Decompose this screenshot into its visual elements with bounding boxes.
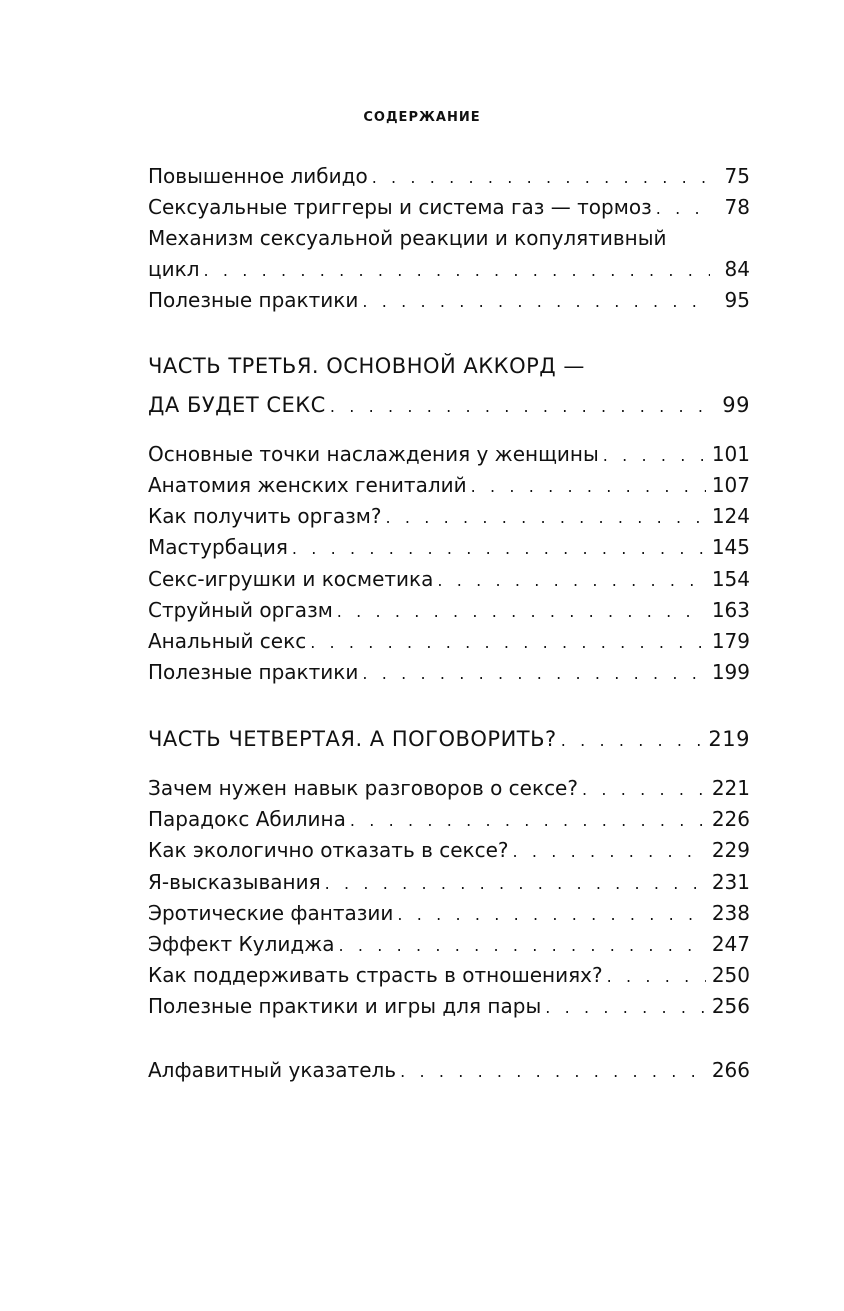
toc-entry-title: Мастурбация	[148, 535, 288, 559]
toc-entry-title: Полезные практики	[148, 288, 359, 312]
toc-entry[interactable]	[148, 532, 750, 563]
toc-entry-page: 101	[711, 442, 750, 466]
dot-leader	[561, 725, 703, 756]
toc-entry-page: 163	[711, 598, 750, 622]
toc-entry-title: Эротические фантазии	[148, 901, 394, 925]
toc-entry-page: 250	[711, 963, 750, 987]
toc-entry[interactable]	[148, 657, 750, 688]
toc-entry[interactable]	[148, 470, 750, 501]
toc-entry-page: 229	[711, 838, 750, 862]
toc-entry-page: 154	[711, 567, 750, 591]
toc-entry-title: Я-высказывания	[148, 870, 321, 894]
dot-leader	[362, 658, 705, 689]
toc-entry-title: Эффект Кулиджа	[148, 932, 335, 956]
dot-leader	[603, 440, 706, 471]
toc-entry-page: 75	[724, 164, 750, 188]
toc-entry-page: 179	[711, 629, 750, 653]
toc-entry-title: Как получить оргазм?	[148, 504, 382, 528]
dot-leader	[582, 774, 706, 805]
part-heading-title: ЧАСТЬ ТРЕТЬЯ. ОСНОВНОЙ АККОРД —	[148, 354, 585, 378]
toc-entry-title: Полезные практики и игры для пары	[148, 994, 542, 1018]
dot-leader	[471, 471, 706, 502]
toc-entry[interactable]	[148, 595, 750, 626]
part-heading-title: ЧАСТЬ ЧЕТВЕРТАЯ. А ПОГОВОРИТЬ?	[148, 727, 557, 751]
dot-leader	[372, 162, 710, 193]
toc-entry-title: Алфавитный указатель	[148, 1058, 397, 1082]
toc-entry[interactable]	[148, 285, 750, 316]
toc-entry[interactable]	[148, 929, 750, 960]
toc-entry-title: Струйный оргазм	[148, 598, 333, 622]
toc-entry-page: 226	[711, 807, 750, 831]
part-heading-page: 99	[722, 393, 750, 417]
toc-entry[interactable]	[148, 835, 750, 866]
dot-leader	[545, 992, 706, 1023]
toc-entry-first-line[interactable]	[148, 223, 750, 254]
toc-entry[interactable]	[148, 960, 750, 991]
part-heading[interactable]	[148, 390, 750, 421]
dot-leader	[338, 930, 705, 961]
toc-entry[interactable]	[148, 564, 750, 595]
toc-entry[interactable]	[148, 867, 750, 898]
toc-entry-page: 266	[711, 1058, 750, 1082]
toc-entry-title: Анальный секс	[148, 629, 307, 653]
toc-entry-title: Зачем нужен навык разговоров о сексе?	[148, 776, 578, 800]
toc-entry-page: 78	[724, 195, 750, 219]
dot-leader	[437, 565, 705, 596]
part-heading-first-line[interactable]	[148, 351, 750, 382]
toc-entry-page: 238	[711, 901, 750, 925]
dot-leader	[203, 255, 710, 286]
toc-entry-title: Основные точки наслаждения у женщины	[148, 442, 599, 466]
dot-leader	[325, 868, 706, 899]
toc-entry-page: 231	[711, 870, 750, 894]
part-heading-page: 219	[708, 727, 750, 751]
toc-entry[interactable]	[148, 192, 750, 223]
toc-entry-page: 199	[711, 660, 750, 684]
toc-entry-title: Анатомия женских гениталий	[148, 473, 467, 497]
toc-entry[interactable]	[148, 991, 750, 1022]
toc-entry-page: 247	[711, 932, 750, 956]
toc-entry[interactable]	[148, 804, 750, 835]
toc-entry-page: 221	[711, 776, 750, 800]
dot-leader	[397, 899, 705, 930]
toc-entry[interactable]	[148, 773, 750, 804]
toc-entry-title: Повышенное либидо	[148, 164, 368, 188]
part-heading[interactable]	[148, 724, 750, 755]
toc-entry-title: Как экологично отказать в сексе?	[148, 838, 509, 862]
dot-leader	[310, 627, 706, 658]
dot-leader	[656, 193, 710, 224]
toc-entry-title: Парадокс Абилина	[148, 807, 346, 831]
dot-leader	[292, 533, 706, 564]
dot-leader	[385, 502, 705, 533]
dot-leader	[330, 391, 710, 422]
toc-entry[interactable]	[148, 626, 750, 657]
toc-entry-index[interactable]	[148, 1055, 750, 1086]
toc-entry[interactable]	[148, 161, 750, 192]
page-title: СОДЕРЖАНИЕ	[363, 110, 481, 125]
dot-leader	[362, 286, 710, 317]
toc-entry[interactable]	[148, 898, 750, 929]
dot-leader	[400, 1056, 706, 1087]
toc-entry-title: Как поддерживать страсть в отношениях?	[148, 963, 603, 987]
toc-entry-page: 95	[724, 288, 750, 312]
toc-entry-title: Механизм сексуальной реакции и копулятивный	[148, 226, 667, 250]
toc-entry-title: цикл	[148, 257, 200, 281]
dot-leader	[513, 836, 706, 867]
dot-leader	[337, 596, 706, 627]
toc-entry[interactable]	[148, 439, 750, 470]
toc-entry-page: 84	[724, 257, 750, 281]
toc-entry-title: Полезные практики	[148, 660, 359, 684]
toc-entry[interactable]	[148, 254, 750, 285]
toc-entry-page: 107	[711, 473, 750, 497]
dot-leader	[607, 961, 706, 992]
toc-entry-page: 145	[711, 535, 750, 559]
part-heading-title: ДА БУДЕТ СЕКС	[148, 393, 326, 417]
dot-leader	[350, 805, 706, 836]
toc-entry[interactable]	[148, 501, 750, 532]
toc-entry-page: 256	[711, 994, 750, 1018]
toc-entry-page: 124	[711, 504, 750, 528]
toc-entry-title: Сексуальные триггеры и система газ — тормоз	[148, 195, 652, 219]
toc-entry-title: Секс-игрушки и косметика	[148, 567, 434, 591]
